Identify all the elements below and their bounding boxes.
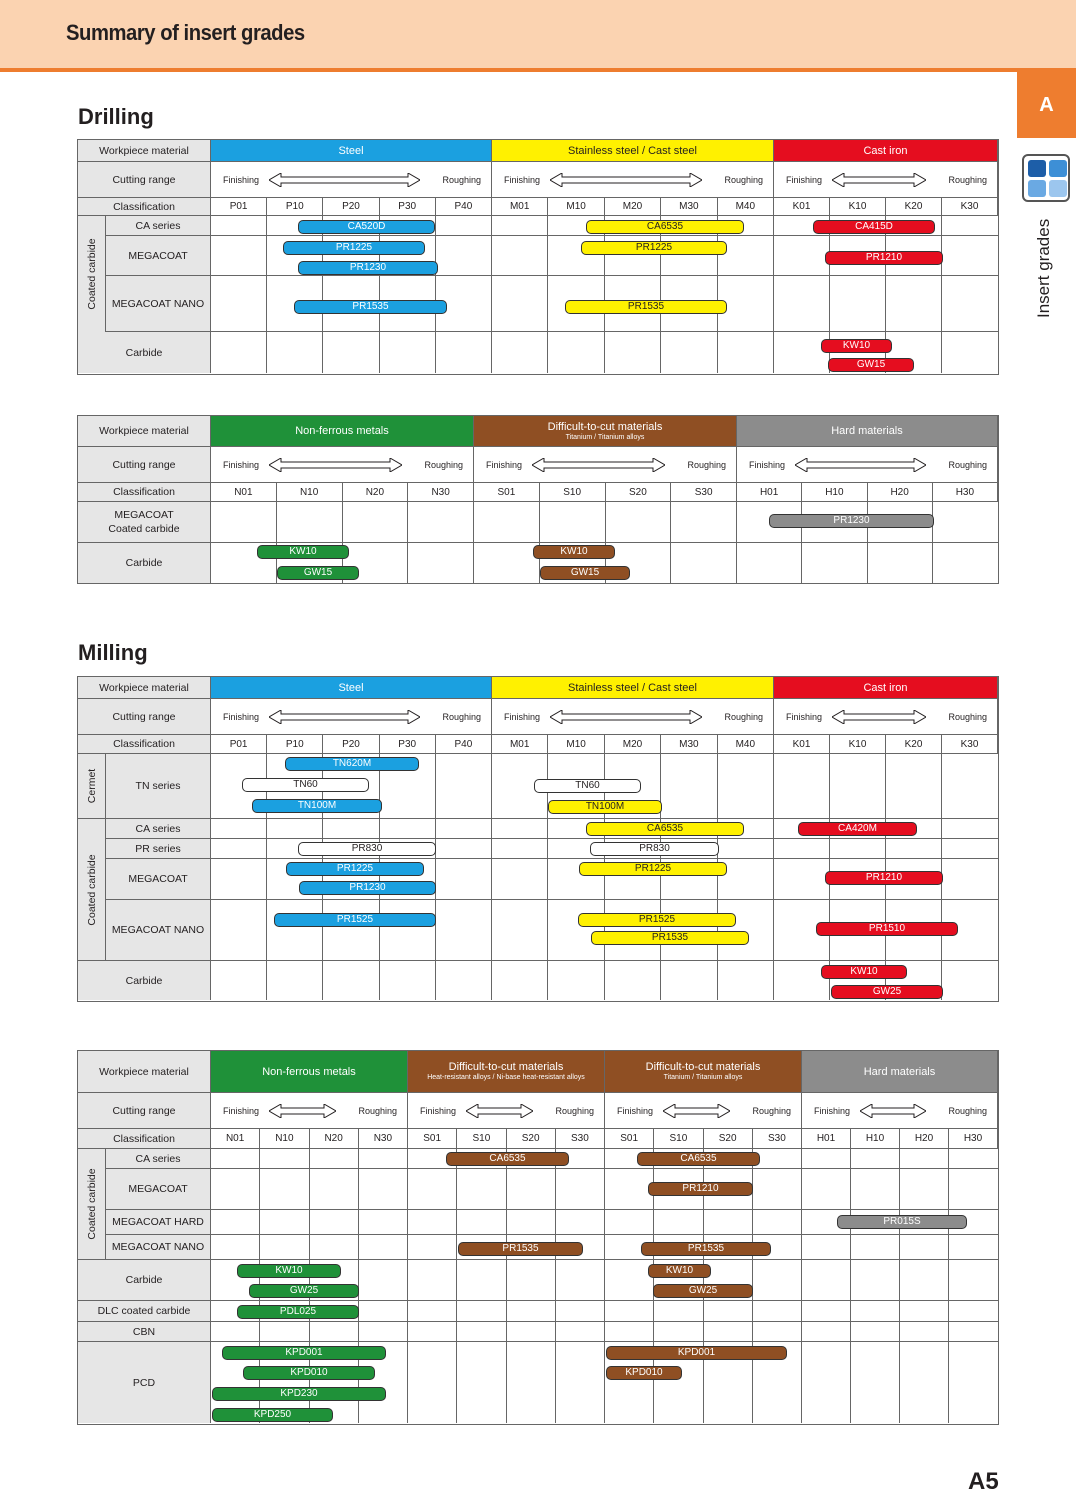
page-number: A5 bbox=[968, 1468, 999, 1495]
grid-line bbox=[379, 753, 380, 1000]
finishing-label: Finishing bbox=[504, 711, 541, 722]
grid-line bbox=[473, 501, 474, 583]
grid-line bbox=[670, 501, 671, 583]
class-cell: P30 bbox=[380, 198, 436, 215]
classification-row bbox=[78, 482, 998, 501]
grade-bar: PR1225 bbox=[286, 862, 424, 876]
group-label bbox=[78, 818, 106, 960]
class-cell: H20 bbox=[900, 1129, 949, 1148]
grade-bar: GW15 bbox=[540, 566, 630, 580]
material-header bbox=[492, 677, 774, 698]
roughing-label: Roughing bbox=[724, 711, 763, 722]
grade-bar: PR1230 bbox=[769, 514, 934, 528]
grade-bar: PR1535 bbox=[565, 300, 727, 314]
material-subname: Titanium / Titanium alloys bbox=[565, 433, 645, 441]
group-label-text: Coated carbide bbox=[85, 853, 98, 926]
material-header bbox=[774, 140, 998, 161]
grid-line bbox=[506, 1148, 507, 1423]
class-cell: K10 bbox=[830, 735, 886, 753]
class-cell: H01 bbox=[802, 1129, 851, 1148]
double-arrow-icon bbox=[269, 173, 420, 187]
grade-bar: KPD010 bbox=[243, 1366, 375, 1380]
material-header bbox=[211, 677, 492, 698]
material-header bbox=[211, 1051, 408, 1092]
grade-bar: TN620M bbox=[285, 757, 419, 771]
grade-row-label: Carbide bbox=[78, 543, 211, 583]
class-cell: P20 bbox=[323, 735, 379, 753]
class-cell: S30 bbox=[753, 1129, 802, 1148]
cutting-range-cell bbox=[605, 1093, 802, 1128]
grade-row-label: CA series bbox=[106, 216, 211, 235]
class-cell: K30 bbox=[942, 198, 998, 215]
cutting-range-row bbox=[78, 698, 998, 734]
class-cell: P40 bbox=[436, 198, 492, 215]
grade-bar: CA520D bbox=[298, 220, 435, 234]
roughing-label: Roughing bbox=[948, 1105, 987, 1116]
grade-bar: CA6535 bbox=[446, 1152, 569, 1166]
page-header bbox=[0, 0, 1076, 72]
finishing-label: Finishing bbox=[486, 459, 523, 470]
grid-line bbox=[899, 1148, 900, 1423]
material-header bbox=[737, 416, 998, 446]
grid-line bbox=[456, 1148, 457, 1423]
cutting-range-cell bbox=[211, 447, 474, 482]
grid-line bbox=[322, 215, 323, 373]
class-cell: P10 bbox=[267, 735, 323, 753]
roughing-label: Roughing bbox=[752, 1105, 791, 1116]
class-cell: S20 bbox=[704, 1129, 753, 1148]
material-name: Stainless steel / Cast steel bbox=[567, 144, 697, 157]
grade-bar: GW25 bbox=[653, 1284, 753, 1298]
grade-bar: PR015S bbox=[837, 1215, 967, 1229]
roughing-label: Roughing bbox=[948, 711, 987, 722]
grid-line bbox=[435, 215, 436, 373]
grade-bar: KPD010 bbox=[606, 1366, 682, 1380]
class-cell: M30 bbox=[661, 735, 717, 753]
grid-line bbox=[379, 215, 380, 373]
cutting-range-label: Cutting range bbox=[78, 699, 211, 734]
workpiece-row bbox=[78, 677, 998, 698]
grade-row bbox=[78, 1259, 998, 1300]
grade-row-label: DLC coated carbide bbox=[78, 1301, 211, 1321]
workpiece-row bbox=[78, 140, 998, 161]
class-cell: K20 bbox=[886, 735, 942, 753]
grade-bar: PR1225 bbox=[581, 241, 727, 255]
grid-line bbox=[604, 215, 605, 373]
class-cell: K30 bbox=[942, 735, 998, 753]
class-cell: S01 bbox=[474, 483, 540, 501]
finishing-label: Finishing bbox=[749, 459, 786, 470]
class-cell: N10 bbox=[277, 483, 343, 501]
class-cell: S10 bbox=[654, 1129, 703, 1148]
cutting-range-cell bbox=[802, 1093, 998, 1128]
grade-bar: PR1225 bbox=[579, 862, 727, 876]
workpiece-label: Workpiece material bbox=[78, 140, 211, 161]
class-cell: N01 bbox=[211, 483, 277, 501]
grade-row bbox=[78, 275, 998, 331]
finishing-label: Finishing bbox=[786, 174, 823, 185]
group-label-text: Coated carbide bbox=[85, 238, 98, 310]
grid-line bbox=[736, 501, 737, 583]
page-title: Summary of insert grades bbox=[66, 20, 305, 45]
class-cell: H30 bbox=[933, 483, 998, 501]
classification-label: Classification bbox=[78, 1129, 211, 1148]
finishing-label: Finishing bbox=[786, 711, 823, 722]
grade-row-label: TN series bbox=[106, 754, 211, 818]
class-cell: M10 bbox=[548, 735, 604, 753]
grade-row bbox=[78, 838, 998, 858]
grade-bar: KW10 bbox=[648, 1264, 711, 1278]
class-cell: P20 bbox=[323, 198, 379, 215]
grade-row bbox=[78, 1321, 998, 1341]
cutting-range-cell bbox=[211, 1093, 408, 1128]
material-header bbox=[605, 1051, 802, 1092]
grade-bar: PR1230 bbox=[298, 261, 438, 275]
grade-bar: TN100M bbox=[548, 800, 662, 814]
class-cell: S10 bbox=[457, 1129, 506, 1148]
workpiece-label: Workpiece material bbox=[78, 677, 211, 698]
cutting-range-cell bbox=[774, 162, 998, 197]
grade-bar: PR1525 bbox=[274, 913, 436, 927]
classification-row bbox=[78, 197, 998, 215]
material-name: Difficult-to-cut materials bbox=[547, 420, 663, 433]
class-cell: K01 bbox=[774, 735, 830, 753]
material-name: Difficult-to-cut materials bbox=[448, 1061, 564, 1073]
grade-row-label: CA series bbox=[106, 819, 211, 838]
class-cell: M20 bbox=[605, 198, 661, 215]
double-arrow-icon bbox=[269, 710, 420, 724]
grid-line bbox=[555, 1148, 556, 1423]
group-label bbox=[78, 1148, 106, 1259]
cutting-range-cell bbox=[211, 162, 492, 197]
side-tab[interactable]: A bbox=[1017, 72, 1076, 138]
cutting-range-cell bbox=[492, 162, 774, 197]
class-cell: H30 bbox=[949, 1129, 998, 1148]
grid-line bbox=[773, 753, 774, 1000]
material-name: Non-ferrous metals bbox=[262, 1065, 356, 1078]
finishing-label: Finishing bbox=[420, 1105, 457, 1116]
grade-bar: PR1535 bbox=[458, 1242, 583, 1256]
roughing-label: Roughing bbox=[724, 174, 763, 185]
class-cell: S01 bbox=[605, 1129, 654, 1148]
grade-row-label: MEGACOAT Coated carbide bbox=[78, 502, 211, 542]
class-cell: P01 bbox=[211, 198, 267, 215]
grid-line bbox=[773, 215, 774, 373]
finishing-label: Finishing bbox=[223, 711, 260, 722]
workpiece-row bbox=[78, 416, 998, 446]
grade-bar: GW15 bbox=[277, 566, 359, 580]
double-arrow-icon bbox=[860, 1104, 926, 1118]
workpiece-label: Workpiece material bbox=[78, 416, 211, 446]
finishing-label: Finishing bbox=[223, 1105, 260, 1116]
material-header bbox=[408, 1051, 605, 1092]
material-header bbox=[211, 416, 474, 446]
double-arrow-icon bbox=[550, 173, 702, 187]
grade-bar: KPD001 bbox=[606, 1346, 787, 1360]
double-arrow-icon bbox=[532, 458, 665, 472]
class-cell: N30 bbox=[359, 1129, 408, 1148]
class-cell: S20 bbox=[507, 1129, 556, 1148]
class-cell: M01 bbox=[492, 198, 548, 215]
class-cell: S30 bbox=[671, 483, 737, 501]
grade-bar: PR1525 bbox=[578, 913, 736, 927]
insert-grades-icon bbox=[1022, 154, 1070, 202]
grade-bar: KW10 bbox=[821, 965, 907, 979]
grade-bar: CA6535 bbox=[586, 220, 744, 234]
grade-row-label: Carbide bbox=[78, 1260, 211, 1300]
grid-line bbox=[941, 215, 942, 373]
group-label bbox=[78, 753, 106, 818]
grade-bar: PR830 bbox=[590, 842, 719, 856]
grade-row bbox=[78, 1168, 998, 1209]
grid-line bbox=[948, 1148, 949, 1423]
grade-bar: PR830 bbox=[298, 842, 436, 856]
class-cell: K10 bbox=[830, 198, 886, 215]
grade-row-label: MEGACOAT bbox=[106, 859, 211, 899]
finishing-label: Finishing bbox=[814, 1105, 851, 1116]
cutting-range-label: Cutting range bbox=[78, 162, 211, 197]
class-cell: M40 bbox=[718, 735, 774, 753]
group-label-text: Cermet bbox=[85, 768, 98, 804]
grid-line bbox=[407, 1148, 408, 1423]
drilling-table-nonferrous bbox=[77, 415, 999, 584]
grid-line bbox=[850, 1148, 851, 1423]
cutting-range-cell bbox=[774, 699, 998, 734]
roughing-label: Roughing bbox=[687, 459, 726, 470]
grade-bar: PR1210 bbox=[825, 871, 943, 885]
grade-row-label: MEGACOAT HARD bbox=[106, 1210, 211, 1234]
grid-line bbox=[491, 753, 492, 1000]
finishing-label: Finishing bbox=[223, 459, 260, 470]
grid-line bbox=[266, 215, 267, 373]
grade-bar: PR1210 bbox=[648, 1182, 753, 1196]
cutting-range-label: Cutting range bbox=[78, 1093, 211, 1128]
cutting-range-label: Cutting range bbox=[78, 447, 211, 482]
classification-label: Classification bbox=[78, 483, 211, 501]
grade-bar: PR1535 bbox=[294, 300, 447, 314]
grid-line bbox=[407, 501, 408, 583]
milling-table-nonferrous bbox=[77, 1050, 999, 1425]
grade-bar: TN60 bbox=[242, 778, 369, 792]
class-cell: M10 bbox=[548, 198, 604, 215]
cutting-range-cell bbox=[408, 1093, 605, 1128]
grade-bar: TN60 bbox=[534, 779, 641, 793]
grade-row-label: PR series bbox=[106, 839, 211, 858]
classification-label: Classification bbox=[78, 735, 211, 753]
grade-row-label: PCD bbox=[78, 1342, 211, 1423]
cutting-range-row bbox=[78, 1092, 998, 1128]
material-subname: Titanium / Titanium alloys bbox=[663, 1074, 743, 1081]
material-name: Hard materials bbox=[831, 425, 903, 437]
class-cell: K20 bbox=[886, 198, 942, 215]
class-cell: M30 bbox=[661, 198, 717, 215]
grade-bar: KW10 bbox=[821, 339, 892, 353]
grade-bar: TN100M bbox=[252, 799, 382, 813]
class-cell: H01 bbox=[737, 483, 802, 501]
roughing-label: Roughing bbox=[424, 459, 463, 470]
class-cell: S10 bbox=[540, 483, 606, 501]
material-name: Steel bbox=[338, 681, 364, 694]
finishing-label: Finishing bbox=[223, 174, 260, 185]
cutting-range-cell bbox=[211, 699, 492, 734]
double-arrow-icon bbox=[832, 710, 926, 724]
grade-bar: GW25 bbox=[249, 1284, 359, 1298]
class-cell: S30 bbox=[556, 1129, 605, 1148]
grid-line bbox=[547, 215, 548, 373]
grade-bar: KW10 bbox=[533, 545, 615, 559]
grade-row-label: MEGACOAT bbox=[106, 1169, 211, 1209]
material-header bbox=[492, 140, 774, 161]
grade-row-label: CA series bbox=[106, 1149, 211, 1168]
classification-label: Classification bbox=[78, 198, 211, 215]
grade-bar: KPD230 bbox=[212, 1387, 386, 1401]
double-arrow-icon bbox=[269, 1104, 336, 1118]
grade-bar: CA415D bbox=[813, 220, 935, 234]
classification-row bbox=[78, 1128, 998, 1148]
grade-row-label: MEGACOAT NANO bbox=[106, 1235, 211, 1259]
cutting-range-cell bbox=[492, 699, 774, 734]
class-cell: S01 bbox=[408, 1129, 457, 1148]
grade-bar: CA6535 bbox=[586, 822, 744, 836]
class-cell: H10 bbox=[851, 1129, 900, 1148]
workpiece-row bbox=[78, 1051, 998, 1092]
group-label-text: Coated carbide bbox=[85, 1168, 98, 1240]
grade-row-label: MEGACOAT NANO bbox=[106, 276, 211, 331]
roughing-label: Roughing bbox=[358, 1105, 397, 1116]
roughing-label: Roughing bbox=[555, 1105, 594, 1116]
grade-bar: PR1210 bbox=[825, 251, 943, 265]
milling-title: Milling bbox=[78, 640, 148, 665]
milling-table-steel bbox=[77, 676, 999, 1002]
grade-bar: KW10 bbox=[237, 1264, 341, 1278]
grade-bar: PR1230 bbox=[299, 881, 436, 895]
roughing-label: Roughing bbox=[442, 711, 481, 722]
double-arrow-icon bbox=[663, 1104, 730, 1118]
grade-bar: PR1535 bbox=[591, 931, 749, 945]
class-cell: N30 bbox=[408, 483, 474, 501]
class-cell: H10 bbox=[802, 483, 867, 501]
classification-row bbox=[78, 734, 998, 753]
cutting-range-row bbox=[78, 161, 998, 197]
double-arrow-icon bbox=[550, 710, 702, 724]
class-cell: K01 bbox=[774, 198, 830, 215]
grade-bar: CA6535 bbox=[637, 1152, 760, 1166]
grid-line bbox=[932, 501, 933, 583]
class-cell: P30 bbox=[380, 735, 436, 753]
cutting-range-row bbox=[78, 446, 998, 482]
class-cell: P10 bbox=[267, 198, 323, 215]
grade-bar: PR1510 bbox=[816, 922, 958, 936]
grade-bar: KPD250 bbox=[212, 1408, 333, 1422]
material-name: Cast iron bbox=[863, 681, 908, 694]
grade-bar: PR1225 bbox=[283, 241, 425, 255]
cutting-range-cell bbox=[474, 447, 737, 482]
double-arrow-icon bbox=[466, 1104, 533, 1118]
grid-line bbox=[660, 215, 661, 373]
material-header bbox=[774, 677, 998, 698]
material-header bbox=[211, 140, 492, 161]
drilling-title: Drilling bbox=[78, 104, 154, 129]
double-arrow-icon bbox=[269, 458, 402, 472]
side-label: Insert grades bbox=[1034, 218, 1053, 318]
material-name: Steel bbox=[338, 144, 364, 157]
group-label bbox=[78, 215, 106, 332]
material-name: Difficult-to-cut materials bbox=[645, 1061, 761, 1073]
grade-row-label: MEGACOAT NANO bbox=[106, 900, 211, 960]
grade-row bbox=[78, 1300, 998, 1321]
double-arrow-icon bbox=[795, 458, 926, 472]
grade-bar: KW10 bbox=[257, 545, 349, 559]
roughing-label: Roughing bbox=[948, 174, 987, 185]
class-cell: M01 bbox=[492, 735, 548, 753]
drilling-table-steel bbox=[77, 139, 999, 375]
class-cell: N01 bbox=[211, 1129, 260, 1148]
material-header bbox=[802, 1051, 998, 1092]
grade-bar: KPD001 bbox=[222, 1346, 386, 1360]
grade-bar: PR1535 bbox=[641, 1242, 771, 1256]
finishing-label: Finishing bbox=[617, 1105, 654, 1116]
material-name: Hard materials bbox=[863, 1065, 936, 1078]
grade-row-label: Carbide bbox=[78, 961, 211, 1000]
grade-row-label: MEGACOAT bbox=[106, 236, 211, 275]
grade-row-label: CBN bbox=[78, 1322, 211, 1341]
grid-line bbox=[717, 215, 718, 373]
material-name: Stainless steel / Cast steel bbox=[567, 681, 697, 694]
roughing-label: Roughing bbox=[948, 459, 987, 470]
class-cell: H20 bbox=[868, 483, 933, 501]
workpiece-label: Workpiece material bbox=[78, 1051, 211, 1092]
grid-line bbox=[435, 753, 436, 1000]
grid-line bbox=[717, 753, 718, 1000]
grade-bar: GW25 bbox=[831, 985, 943, 999]
grid-line bbox=[604, 1148, 605, 1423]
grid-line bbox=[491, 215, 492, 373]
material-name: Cast iron bbox=[863, 144, 908, 157]
grade-row-label: Carbide bbox=[78, 332, 211, 373]
class-cell: N20 bbox=[310, 1129, 359, 1148]
class-cell: M20 bbox=[605, 735, 661, 753]
material-subname: Heat-resistant alloys / Ni-base heat-resistant alloys bbox=[427, 1074, 585, 1081]
double-arrow-icon bbox=[832, 173, 926, 187]
class-cell: P40 bbox=[436, 735, 492, 753]
grade-bar: GW15 bbox=[828, 358, 914, 372]
class-cell: N20 bbox=[343, 483, 409, 501]
roughing-label: Roughing bbox=[442, 174, 481, 185]
cutting-range-cell bbox=[737, 447, 998, 482]
grid-line bbox=[660, 753, 661, 1000]
class-cell: M40 bbox=[718, 198, 774, 215]
grid-line bbox=[801, 1148, 802, 1423]
class-cell: N10 bbox=[260, 1129, 309, 1148]
material-header bbox=[474, 416, 737, 446]
grade-bar: CA420M bbox=[798, 822, 917, 836]
class-cell: P01 bbox=[211, 735, 267, 753]
finishing-label: Finishing bbox=[504, 174, 541, 185]
grade-bar: PDL025 bbox=[237, 1305, 359, 1319]
class-cell: S20 bbox=[606, 483, 672, 501]
material-name: Non-ferrous metals bbox=[295, 425, 389, 437]
